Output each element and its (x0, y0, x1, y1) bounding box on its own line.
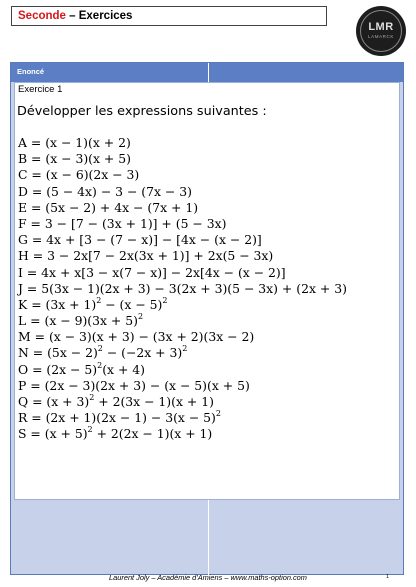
expression-line: A = (x − 1)(x + 2) (18, 135, 131, 150)
expression-line: $O = (2x - 5)^2(x + 4)$ (18, 360, 146, 377)
expression-line: B = (x − 3)(x + 5) (18, 151, 131, 167)
header-title: Exercices (78, 10, 133, 22)
expression-line: P = (2x − 3)(2x + 3) − (x − 5)(x + 5) (18, 377, 250, 393)
expression-line: $R = (2x + 1)(2x - 1) - 3(x - 5)^2$ (18, 409, 221, 426)
table-header-bar (11, 63, 403, 82)
expression-list (18, 135, 402, 443)
expression-line: M = (x − 3)(x + 3) − (3x + 2)(3x − 2) (18, 329, 255, 345)
expression-line: C = (x − 6)(2x − 3) (18, 167, 140, 183)
expression-line: J = 5(3x − 1)(2x + 3) − 3(2x + 3)(5 − 3x) + (2x + 3) (18, 280, 347, 296)
expression-line: $N = (5x - 2)^2 - (-2x + 3)^2$ (18, 344, 188, 361)
exercise-instruction: Développer les expressions suivantes : (17, 104, 267, 119)
expression-line: G = 4x + [3 − (7 − x)] − [4x − (x − 2)] (18, 232, 262, 248)
page-number: 1 (386, 574, 390, 580)
expression-line: E = (5x − 2) + 4x − (7x + 1) (18, 199, 199, 215)
school-logo (356, 6, 406, 56)
expression-line: F = 3 − [7 − (3x + 1)] + (5 − 3x) (18, 215, 227, 231)
expression-line: $L = (x - 9)(3x + 5)^2$ (18, 312, 144, 329)
logo-main-text: LMR (368, 21, 394, 33)
header-subject: Seconde (18, 10, 66, 22)
table-header-label: Enoncé (17, 67, 45, 76)
expression-line: $S = (x + 5)^2 + 2(2x - 1)(x + 1)$ (18, 425, 213, 442)
exercise-title: Exercice 1 (18, 84, 63, 95)
table-footer-divider (208, 500, 209, 575)
expression-line: $K = (3x + 1)^2 - (x - 5)^2$ (18, 295, 168, 312)
header-separator: – (65, 10, 79, 22)
expression-line: H = 3 − 2x[7 − 2x(3x + 1)] + 2x(5 − 3x) (18, 248, 274, 264)
document-header (11, 6, 327, 26)
table-header-divider (208, 63, 209, 82)
logo-sub-text: LAMARCK (368, 34, 394, 39)
expression-line: D = (5 − 4x) − 3 − (7x − 3) (18, 183, 192, 199)
page-footer: Laurent Joly – Académie d'Amiens – www.maths-option.com (109, 573, 307, 582)
expression-line: $Q = (x + 3)^2 + 2(3x - 1)(x + 1)$ (18, 393, 214, 409)
expression-line: I = 4x + x[3 − x(7 − x)] − 2x[4x − (x − 2)] (18, 264, 286, 280)
logo-ring (360, 10, 402, 52)
